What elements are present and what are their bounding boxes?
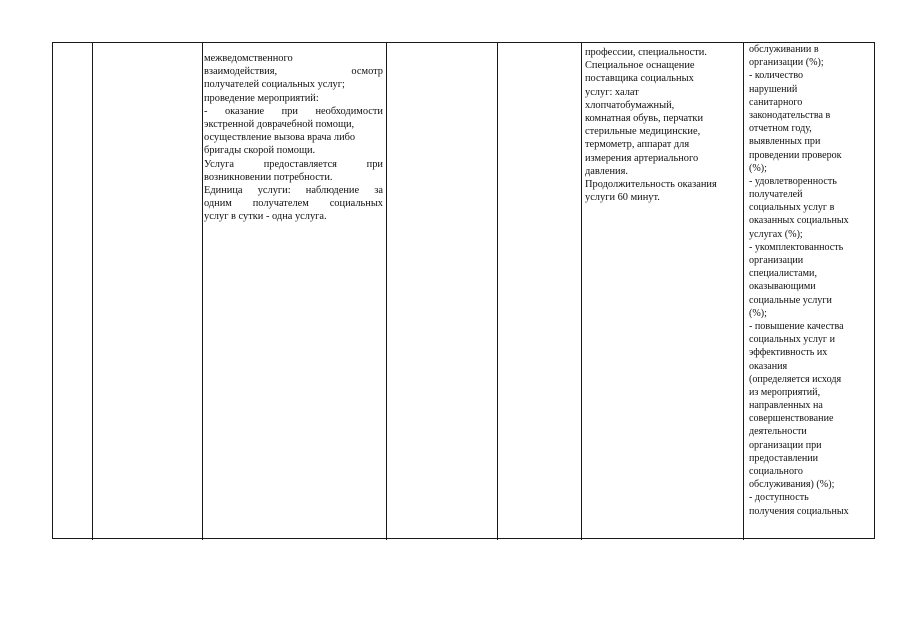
text-line: комнатная обувь, перчатки [585, 112, 704, 124]
text-line: хлопчатобумажный, [585, 99, 675, 111]
column-divider [581, 42, 582, 540]
text-line: специалистами, [749, 268, 817, 280]
text-line: выявленных при [749, 136, 821, 148]
text-line: нарушений [749, 83, 798, 95]
text-line: межведомственного [204, 53, 293, 64]
text-line: предоставлении [749, 452, 819, 464]
text-line: (%); [749, 307, 767, 319]
text-line: получения социальных [749, 505, 849, 517]
text-line: Услуга предоставляется при [204, 158, 383, 170]
quality-indicators-cell [749, 43, 873, 518]
column-divider [743, 42, 744, 540]
text-line: отчетном году, [749, 123, 812, 135]
text-line: - количество [749, 70, 804, 82]
text-line: получателей социальных услуг; [204, 79, 345, 91]
service-conditions-cell [585, 46, 741, 204]
text-line: измерения артериального [585, 152, 699, 164]
text-line: экстренной доврачебной помощи, [204, 118, 355, 130]
text-line: (определяется исходя [749, 373, 842, 385]
text-line: получателей [749, 189, 803, 201]
text-line: совершенствование [749, 413, 834, 425]
column-divider [92, 42, 93, 540]
text-line: обслуживания) (%); [749, 479, 835, 491]
service-description-cell [204, 52, 383, 223]
column-divider [386, 42, 387, 540]
text-line: направленных на [749, 400, 823, 412]
text-line: - доступность [749, 492, 809, 504]
text-line: услуг: халат [585, 86, 639, 98]
text-line: Единица услуги: наблюдение за [204, 184, 383, 196]
text-line: осуществление вызова врача либо [204, 132, 356, 144]
text-line: социального [749, 466, 803, 477]
text-line: санитарного [749, 96, 803, 108]
text-line: услуги 60 минут. [585, 192, 660, 204]
text-line: услуг в сутки - одна услуга. [204, 211, 327, 223]
text-line: Специальное оснащение [585, 60, 695, 72]
text-line: - укомплектованность [749, 241, 844, 253]
text-line: организации [749, 255, 804, 266]
text-line: поставщика социальных [585, 73, 694, 85]
text-line: оказания [749, 360, 788, 372]
text-line: из мероприятий, [749, 386, 821, 398]
text-line: профессии, специальности. [585, 47, 707, 58]
text-line: услугах (%); [749, 228, 803, 240]
text-line: деятельности [749, 426, 807, 438]
text-line: стерильные медицинские, [585, 126, 701, 138]
text-line: (%); [749, 162, 767, 174]
text-line: организации при [749, 439, 822, 451]
column-divider [202, 42, 203, 540]
text-line: термометр, аппарат для [585, 139, 690, 151]
text-line: - повышение качества [749, 320, 844, 332]
text-line: социальные услуги [749, 294, 832, 306]
text-line: взаимодействия, осмотр [204, 66, 383, 78]
text-line: социальных услуг в [749, 202, 835, 214]
text-line: организации (%); [749, 57, 824, 69]
text-line: социальных услуг и [749, 334, 835, 346]
text-line: бригады скорой помощи. [204, 145, 316, 157]
column-divider [497, 42, 498, 540]
text-line: проведении проверок [749, 149, 842, 161]
text-line: проведение мероприятий: [204, 92, 319, 104]
text-line: обслуживании в [749, 44, 819, 55]
text-line: давления. [585, 165, 628, 177]
text-line: оказанных социальных [749, 215, 849, 227]
text-line: эффективность их [749, 347, 828, 359]
text-line: - оказание при необходимости [204, 105, 383, 117]
text-line: Продолжительность оказания [585, 178, 717, 190]
text-line: возникновении потребности. [204, 171, 333, 183]
text-line: законодательства в [749, 109, 831, 121]
text-line: - удовлетворенность [749, 175, 837, 187]
text-line: оказывающими [749, 281, 816, 293]
text-line: одним получателем социальных [204, 198, 383, 210]
